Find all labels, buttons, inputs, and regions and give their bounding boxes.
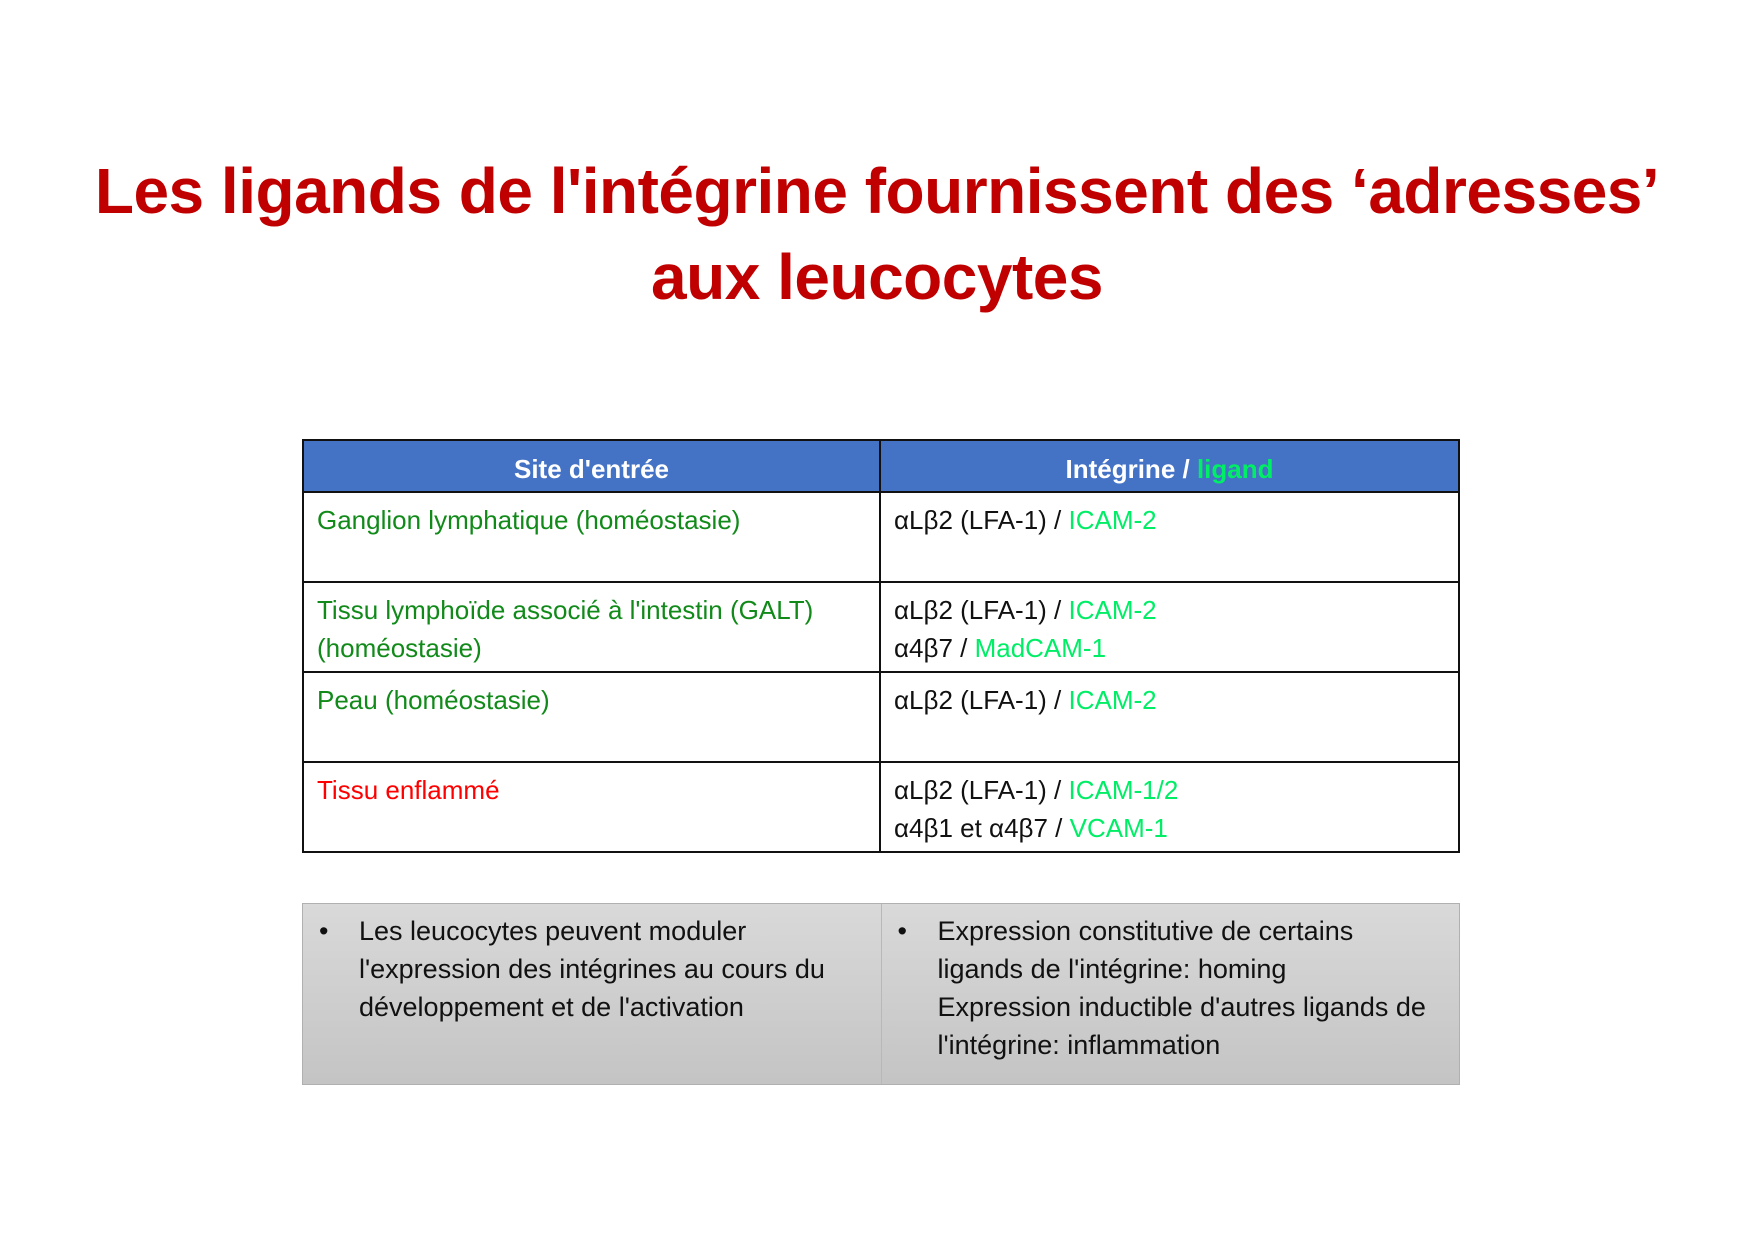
integrin-ligand-pair: αLβ2 (LFA-1) / ICAM-2 [894, 505, 1157, 535]
integrin-ligand-pair: αLβ2 (LFA-1) / ICAM-2 [894, 685, 1157, 715]
note-right-line-2: Expression inductible d'autres ligands de l'intégrine: inflammation [937, 992, 1426, 1060]
integrin-ligand-pair: α4β7 / MadCAM-1 [894, 633, 1107, 663]
header-site: Site d'entrée [303, 440, 880, 492]
bullet-icon: • [897, 916, 907, 946]
note-left-text: Les leucocytes peuvent moduler l'expression des intégrines au cours du développement et de l'activation [359, 916, 825, 1022]
integrin-cell [880, 492, 1459, 582]
table-row [303, 672, 1459, 762]
table-row [303, 492, 1459, 582]
integrin-cell [880, 582, 1459, 672]
site-cell: Tissu lymphoïde associé à l'intestin (GALT) (homéostasie) [303, 582, 880, 672]
notes-box [302, 903, 1460, 1085]
integrin-ligand-pair: αLβ2 (LFA-1) / ICAM-2 [894, 595, 1157, 625]
site-cell: Ganglion lymphatique (homéostasie) [303, 492, 880, 582]
integrin-ligand-pair: α4β1 et α4β7 / VCAM-1 [894, 813, 1168, 843]
header-integrin-ligand [880, 440, 1459, 492]
integrin-cell [880, 672, 1459, 762]
integrin-ligand-table [302, 439, 1460, 853]
table-row [303, 582, 1459, 672]
note-right-line-1: Expression constitutive de certains ligands de l'intégrine: homing [937, 916, 1354, 984]
integrin-cell [880, 762, 1459, 852]
bullet-icon: • [319, 916, 329, 946]
integrin-ligand-pair: αLβ2 (LFA-1) / ICAM-1/2 [894, 775, 1179, 805]
note-right [881, 904, 1460, 1084]
table-header-row [303, 440, 1459, 492]
site-cell: Tissu enflammé [303, 762, 880, 852]
table-row [303, 762, 1459, 852]
note-left [303, 904, 881, 1084]
slide-title-line-1: Les ligands de l'intégrine fournissent des ‘adresses’ [94, 155, 1660, 227]
header-integrin-label: Intégrine / [1065, 454, 1197, 484]
slide-title-line-2: aux leucocytes [651, 241, 1103, 313]
slide-title [0, 148, 1754, 320]
site-cell: Peau (homéostasie) [303, 672, 880, 762]
header-ligand-label: ligand [1196, 454, 1274, 484]
note-right-text [938, 912, 1446, 1084]
